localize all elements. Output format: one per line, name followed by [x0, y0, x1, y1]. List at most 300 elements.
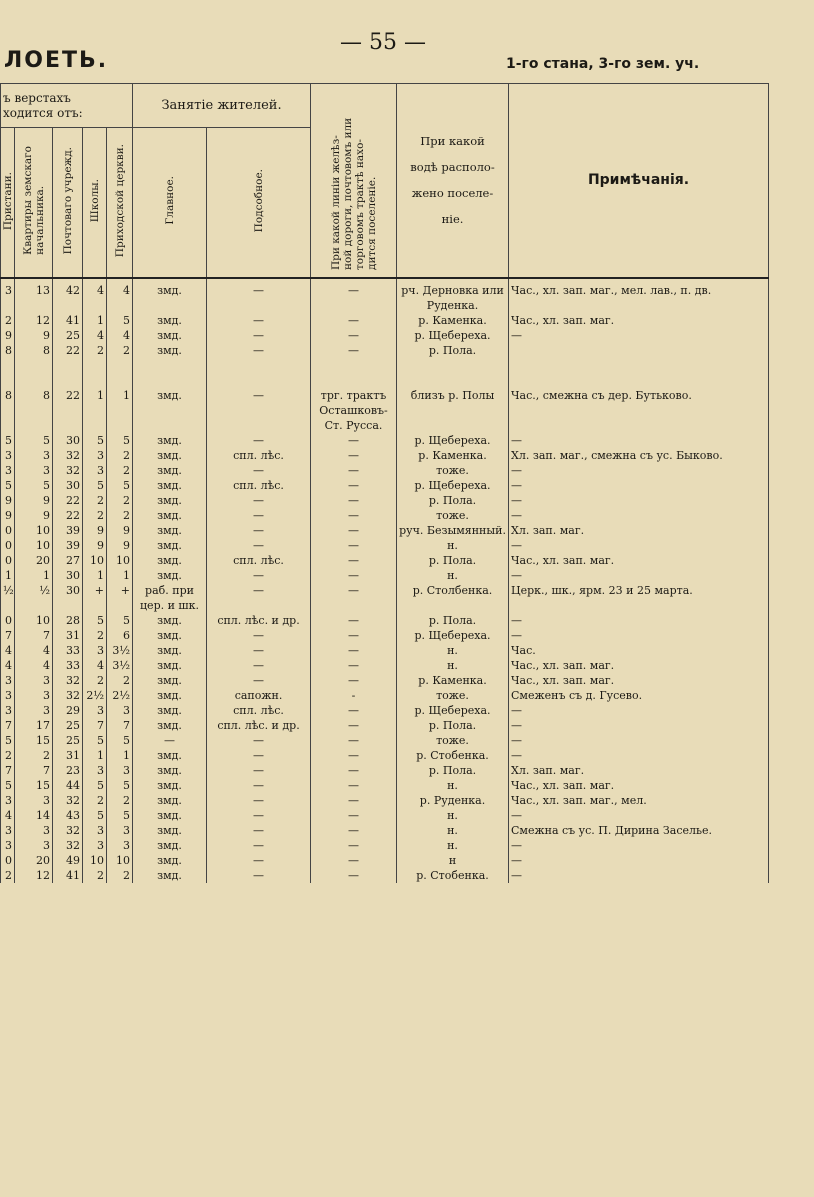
table-cell: [1, 358, 15, 373]
table-cell: р. Щебереха.: [397, 433, 509, 448]
table-cell: 9: [1, 493, 15, 508]
table-row: [1, 763, 769, 778]
table-cell: —: [509, 568, 769, 583]
district-label: 1-го стана, 3-го зем. уч.: [506, 56, 700, 72]
table-cell: 5: [83, 613, 107, 628]
table-cell: змд.: [133, 643, 207, 658]
table-cell: 4: [83, 328, 107, 343]
table-cell: 8: [15, 343, 53, 358]
table-cell: 0: [1, 613, 15, 628]
table-cell: 30: [53, 568, 83, 583]
table-cell: н.: [397, 808, 509, 823]
table-cell: 5: [15, 478, 53, 493]
remarks-header: Примѣчанія.: [509, 84, 769, 278]
table-cell: 29: [53, 703, 83, 718]
table-cell: —: [207, 493, 311, 508]
table-cell: тоже.: [397, 688, 509, 703]
table-cell: сапожн.: [207, 688, 311, 703]
table-cell: —: [311, 658, 397, 673]
table-cell: —: [311, 448, 397, 463]
table-cell: змд.: [133, 433, 207, 448]
table-cell: 2: [83, 673, 107, 688]
page-number: — 55 —: [340, 30, 426, 55]
table-cell: 4: [107, 328, 133, 343]
table-cell: н.: [397, 823, 509, 838]
table-cell: тоже.: [397, 508, 509, 523]
table-cell: р. Каменка.: [397, 313, 509, 328]
table-cell: змд.: [133, 628, 207, 643]
table-cell: —: [207, 853, 311, 868]
table-cell: —: [207, 313, 311, 328]
table-cell: 2: [107, 463, 133, 478]
table-cell: 5: [83, 808, 107, 823]
table-cell: 3: [83, 838, 107, 853]
table-row: [1, 733, 769, 748]
table-row: [1, 313, 769, 328]
table-cell: 0: [1, 853, 15, 868]
table-row: [1, 748, 769, 763]
table-cell: —: [207, 793, 311, 808]
table-cell: 32: [53, 673, 83, 688]
table-cell: 13: [15, 278, 53, 313]
table-cell: —: [509, 853, 769, 868]
table-cell: 43: [53, 808, 83, 823]
table-cell: [83, 373, 107, 388]
table-cell: 7: [107, 718, 133, 733]
table-cell: 2½: [107, 688, 133, 703]
table-cell: —: [207, 433, 311, 448]
table-cell: 2: [83, 868, 107, 883]
table-cell: змд.: [133, 508, 207, 523]
table-cell: 2: [107, 868, 133, 883]
settlement-table: [0, 83, 769, 883]
table-cell: змд.: [133, 613, 207, 628]
table-row: [1, 358, 769, 373]
table-cell: 3: [15, 688, 53, 703]
table-cell: 30: [53, 433, 83, 448]
table-cell: р. Столбенка.: [397, 583, 509, 613]
table-cell: —: [311, 493, 397, 508]
table-cell: —: [311, 478, 397, 493]
table-row: [1, 853, 769, 868]
table-row: [1, 493, 769, 508]
table-cell: 7: [83, 718, 107, 733]
table-cell: [133, 373, 207, 388]
table-cell: 5: [15, 433, 53, 448]
table-cell: 22: [53, 493, 83, 508]
table-cell: 3: [15, 463, 53, 478]
table-cell: —: [311, 613, 397, 628]
table-cell: спл. лѣс. и др.: [207, 718, 311, 733]
table-cell: Час., хл. зап. маг.: [509, 313, 769, 328]
table-cell: 1: [1, 568, 15, 583]
table-cell: 5: [107, 733, 133, 748]
table-cell: р. Пола.: [397, 493, 509, 508]
table-cell: —: [207, 778, 311, 793]
table-cell: —: [311, 643, 397, 658]
table-cell: 3: [83, 463, 107, 478]
table-cell: 5: [1, 478, 15, 493]
table-cell: змд.: [133, 688, 207, 703]
table-row: [1, 673, 769, 688]
table-cell: спл. лѣс.: [207, 478, 311, 493]
table-row: [1, 793, 769, 808]
table-cell: —: [509, 808, 769, 823]
table-cell: —: [509, 748, 769, 763]
table-cell: 3: [1, 793, 15, 808]
table-cell: 5: [107, 778, 133, 793]
table-cell: Час., хл. зап. маг.: [509, 553, 769, 568]
table-cell: 1: [107, 568, 133, 583]
table-cell: змд.: [133, 313, 207, 328]
table-cell: 0: [1, 523, 15, 538]
table-cell: —: [207, 343, 311, 358]
table-cell: —: [311, 808, 397, 823]
table-cell: 3: [83, 823, 107, 838]
table-cell: 9: [107, 538, 133, 553]
table-cell: трг. трактъ Осташковъ-Ст. Русса.: [311, 388, 397, 433]
table-cell: спл. лѣс. и др.: [207, 613, 311, 628]
table-cell: —: [311, 778, 397, 793]
table-cell: 5: [83, 778, 107, 793]
table-cell: 3: [107, 838, 133, 853]
table-cell: [311, 358, 397, 373]
table-cell: —: [509, 328, 769, 343]
table-cell: 1: [107, 748, 133, 763]
table-cell: змд.: [133, 673, 207, 688]
table-cell: [133, 358, 207, 373]
table-cell: спл. лѣс.: [207, 703, 311, 718]
table-cell: н.: [397, 778, 509, 793]
table-cell: 9: [15, 328, 53, 343]
table-cell: 2: [83, 343, 107, 358]
table-cell: 33: [53, 643, 83, 658]
table-cell: —: [509, 838, 769, 853]
table-cell: змд.: [133, 523, 207, 538]
table-cell: ½: [15, 583, 53, 613]
table-cell: 32: [53, 793, 83, 808]
table-cell: Хл. зап. маг.: [509, 523, 769, 538]
table-cell: змд.: [133, 853, 207, 868]
table-cell: 22: [53, 388, 83, 433]
table-cell: 39: [53, 523, 83, 538]
table-cell: 9: [83, 538, 107, 553]
col-school: Школы.: [83, 128, 107, 278]
table-cell: [509, 358, 769, 373]
table-cell: 5: [107, 613, 133, 628]
table-cell: —: [207, 568, 311, 583]
table-cell: Час., хл. зап. маг.: [509, 673, 769, 688]
table-cell: змд.: [133, 478, 207, 493]
table-cell: —: [311, 463, 397, 478]
table-row: [1, 688, 769, 703]
table-cell: змд.: [133, 868, 207, 883]
table-cell: 5: [1, 433, 15, 448]
table-cell: —: [207, 868, 311, 883]
table-cell: —: [509, 703, 769, 718]
table-cell: —: [509, 718, 769, 733]
table-cell: —: [509, 733, 769, 748]
table-cell: Час., хл. зап. маг., мел. лав., п. дв.: [509, 278, 769, 313]
table-cell: 7: [15, 763, 53, 778]
table-cell: 3: [1, 448, 15, 463]
table-cell: р. Каменка.: [397, 448, 509, 463]
occupation-header: Занятіе жителей.: [133, 84, 311, 128]
table-cell: Церк., шк., ярм. 23 и 25 марта.: [509, 583, 769, 613]
table-cell: 5: [83, 733, 107, 748]
table-cell: 9: [107, 523, 133, 538]
table-cell: [311, 373, 397, 388]
table-row: [1, 823, 769, 838]
table-cell: 10: [107, 853, 133, 868]
table-cell: 10: [107, 553, 133, 568]
table-cell: —: [509, 538, 769, 553]
table-cell: змд.: [133, 823, 207, 838]
table-cell: 1: [15, 568, 53, 583]
table-row: [1, 643, 769, 658]
table-cell: 3: [1, 688, 15, 703]
table-row: [1, 343, 769, 358]
table-cell: 32: [53, 838, 83, 853]
table-cell: 7: [15, 628, 53, 643]
table-cell: —: [207, 808, 311, 823]
table-cell: —: [207, 278, 311, 313]
table-cell: 3: [107, 763, 133, 778]
col-zemsky: Квартиры земскаго начальника.: [15, 128, 53, 278]
table-cell: 3½: [107, 643, 133, 658]
table-cell: 25: [53, 733, 83, 748]
table-cell: 30: [53, 478, 83, 493]
table-cell: [53, 373, 83, 388]
table-row: [1, 463, 769, 478]
col-side-occupation: Подсобное.: [207, 128, 311, 278]
table-cell: 2: [107, 493, 133, 508]
table-cell: 9: [83, 523, 107, 538]
table-cell: —: [207, 748, 311, 763]
table-cell: 3½: [107, 658, 133, 673]
table-cell: 2: [107, 343, 133, 358]
table-cell: н.: [397, 568, 509, 583]
table-cell: 22: [53, 343, 83, 358]
table-cell: 2: [107, 448, 133, 463]
table-row: [1, 538, 769, 553]
table-cell: 5: [107, 313, 133, 328]
table-cell: тоже.: [397, 463, 509, 478]
table-cell: —: [207, 643, 311, 658]
table-cell: —: [207, 523, 311, 538]
table-cell: —: [509, 628, 769, 643]
table-cell: —: [509, 868, 769, 883]
table-cell: 2: [83, 793, 107, 808]
table-cell: —: [509, 613, 769, 628]
table-cell: —: [207, 463, 311, 478]
table-cell: [15, 358, 53, 373]
table-cell: 9: [15, 493, 53, 508]
table-cell: 32: [53, 463, 83, 478]
table-cell: —: [311, 433, 397, 448]
table-cell: 7: [1, 718, 15, 733]
table-cell: 15: [15, 778, 53, 793]
table-cell: 1: [83, 313, 107, 328]
table-cell: —: [311, 673, 397, 688]
table-cell: змд.: [133, 493, 207, 508]
table-cell: 2: [1, 313, 15, 328]
table-cell: 2: [83, 628, 107, 643]
table-cell: 10: [83, 553, 107, 568]
table-cell: —: [311, 343, 397, 358]
table-cell: змд.: [133, 538, 207, 553]
table-row: [1, 628, 769, 643]
table-cell: —: [311, 508, 397, 523]
table-cell: —: [311, 568, 397, 583]
table-cell: ½: [1, 583, 15, 613]
table-cell: —: [311, 748, 397, 763]
table-cell: 3: [83, 703, 107, 718]
table-cell: —: [207, 658, 311, 673]
table-cell: [397, 373, 509, 388]
table-cell: змд.: [133, 763, 207, 778]
table-cell: —: [133, 733, 207, 748]
table-cell: 1: [107, 388, 133, 433]
table-cell: змд.: [133, 278, 207, 313]
table-row: [1, 583, 769, 613]
table-cell: р. Пола.: [397, 553, 509, 568]
table-row: [1, 373, 769, 388]
table-cell: 10: [15, 538, 53, 553]
table-cell: —: [311, 703, 397, 718]
table-cell: 25: [53, 718, 83, 733]
table-cell: змд.: [133, 748, 207, 763]
table-cell: [107, 373, 133, 388]
table-row: [1, 508, 769, 523]
table-cell: Час., хл. зап. маг.: [509, 658, 769, 673]
table-cell: 4: [15, 643, 53, 658]
table-cell: спл. лѣс.: [207, 553, 311, 568]
table-cell: 25: [53, 328, 83, 343]
table-cell: —: [207, 823, 311, 838]
table-cell: 5: [107, 433, 133, 448]
table-cell: [1, 373, 15, 388]
table-cell: —: [311, 538, 397, 553]
table-cell: Час., смежна съ дер. Бутьково.: [509, 388, 769, 433]
table-cell: —: [207, 673, 311, 688]
table-cell: 3: [1, 278, 15, 313]
table-cell: 3: [15, 838, 53, 853]
table-cell: 4: [83, 658, 107, 673]
table-cell: 32: [53, 823, 83, 838]
table-cell: [397, 358, 509, 373]
table-cell: 41: [53, 868, 83, 883]
table-row: [1, 328, 769, 343]
table-cell: руч. Безымянный.: [397, 523, 509, 538]
table-cell: 3: [107, 703, 133, 718]
table-cell: —: [311, 868, 397, 883]
table-cell: 3: [1, 673, 15, 688]
table-cell: р. Щебереха.: [397, 628, 509, 643]
col-post: Почтоваго учрежд.: [53, 128, 83, 278]
table-cell: 8: [1, 388, 15, 433]
table-cell: рч. Дерновка или Руденка.: [397, 278, 509, 313]
table-cell: 17: [15, 718, 53, 733]
table-cell: н.: [397, 538, 509, 553]
table-cell: 4: [107, 278, 133, 313]
table-cell: р. Каменка.: [397, 673, 509, 688]
table-cell: н.: [397, 838, 509, 853]
table-cell: змд.: [133, 793, 207, 808]
table-cell: 3: [15, 823, 53, 838]
table-cell: 20: [15, 853, 53, 868]
table-cell: 3: [1, 703, 15, 718]
table-cell: 5: [107, 478, 133, 493]
table-cell: —: [311, 278, 397, 313]
table-cell: +: [107, 583, 133, 613]
table-cell: 12: [15, 868, 53, 883]
col-church: Приходской церкви.: [107, 128, 133, 278]
table-cell: 0: [1, 538, 15, 553]
table-cell: 12: [15, 313, 53, 328]
table-cell: 10: [15, 613, 53, 628]
table-cell: раб. при цер. и шк.: [133, 583, 207, 613]
table-cell: 4: [1, 808, 15, 823]
table-row: [1, 433, 769, 448]
table-row: [1, 553, 769, 568]
table-cell: 2: [83, 508, 107, 523]
table-cell: 2: [15, 748, 53, 763]
table-cell: 3: [15, 673, 53, 688]
table-cell: змд.: [133, 718, 207, 733]
table-cell: змд.: [133, 658, 207, 673]
table-cell: р. Руденка.: [397, 793, 509, 808]
table-row: [1, 808, 769, 823]
table-cell: Смежна съ ус. П. Дирина Заселье.: [509, 823, 769, 838]
table-cell: 1: [83, 748, 107, 763]
table-cell: р. Щебереха.: [397, 328, 509, 343]
table-cell: —: [207, 538, 311, 553]
table-cell: 7: [1, 763, 15, 778]
table-cell: 4: [15, 658, 53, 673]
table-cell: 31: [53, 748, 83, 763]
table-cell: змд.: [133, 463, 207, 478]
table-cell: —: [207, 583, 311, 613]
table-cell: —: [509, 493, 769, 508]
table-row: [1, 718, 769, 733]
table-cell: змд.: [133, 568, 207, 583]
table-cell: —: [207, 838, 311, 853]
table-cell: 32: [53, 448, 83, 463]
road-header: При какой линіи желѣз- ной дороги, почтовомъ или торговомъ трактѣ нахо- дится поселеніе.: [311, 84, 397, 278]
table-cell: [15, 373, 53, 388]
table-cell: 7: [1, 628, 15, 643]
col-main-occupation: Главное.: [133, 128, 207, 278]
table-cell: р. Стобенка.: [397, 868, 509, 883]
table-cell: +: [83, 583, 107, 613]
table-cell: н.: [397, 658, 509, 673]
table-cell: 2½: [83, 688, 107, 703]
table-cell: [83, 358, 107, 373]
table-cell: 9: [15, 508, 53, 523]
table-cell: 3: [1, 463, 15, 478]
table-cell: 49: [53, 853, 83, 868]
table-cell: 2: [107, 673, 133, 688]
table-cell: —: [311, 718, 397, 733]
table-row: [1, 523, 769, 538]
table-row: [1, 568, 769, 583]
table-cell: —: [509, 433, 769, 448]
table-cell: Час., хл. зап. маг.: [509, 778, 769, 793]
table-cell: —: [311, 733, 397, 748]
table-cell: 8: [1, 343, 15, 358]
table-cell: —: [207, 763, 311, 778]
